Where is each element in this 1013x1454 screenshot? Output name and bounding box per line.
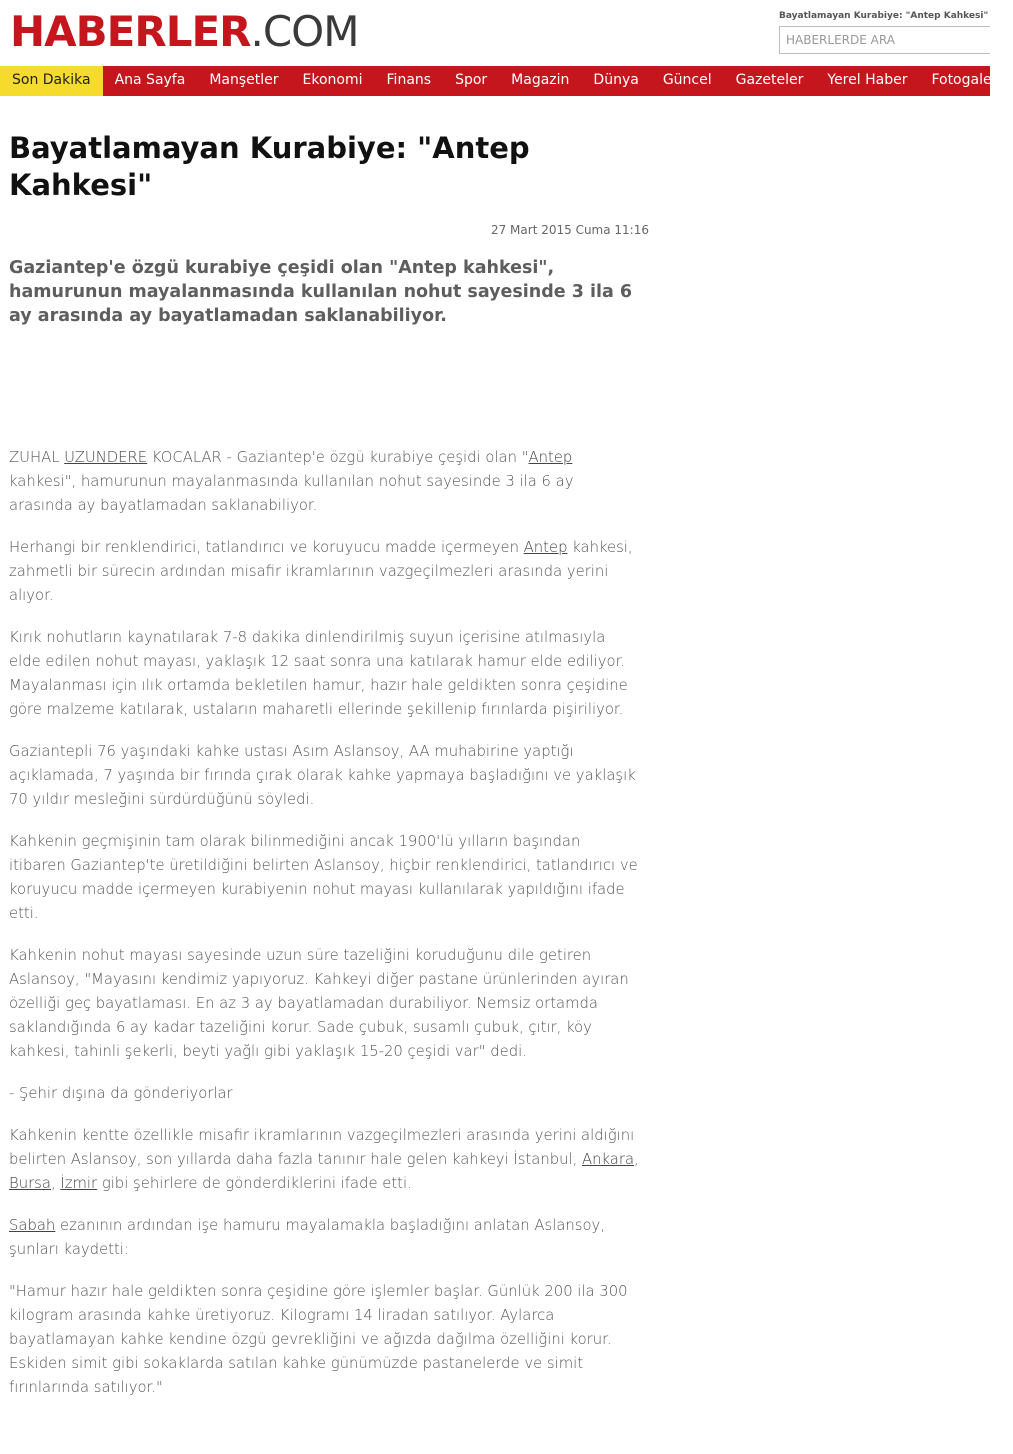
logo-tld: .COM bbox=[250, 7, 359, 56]
article-paragraph bbox=[9, 1214, 639, 1262]
article-paragraph: Gaziantepli 76 yaşındaki kahke ustası Asım Aslansoy, AA muhabirine yaptığı açıklamada, 7 yaşında bir fırında çırak olarak kahke yapmaya başladığını ve yaklaşık 70 yıldır mesleğini sürdürdüğünü söyledi. bbox=[9, 743, 636, 808]
nav-item-gazeteler[interactable]: Gazeteler bbox=[735, 72, 804, 88]
article-body bbox=[9, 446, 639, 1418]
nav-item-dunya[interactable]: Dünya bbox=[593, 72, 639, 88]
text-segment: kahkesi", hamurunun mayalanmasında kullanılan nohut sayesinde 3 ila 6 ay arasında ay bayatlamadan saklanabiliyor. bbox=[9, 473, 574, 514]
nav-item-finans[interactable]: Finans bbox=[386, 72, 432, 88]
site-logo[interactable] bbox=[10, 7, 359, 56]
nav-item-ana-sayfa[interactable]: Ana Sayfa bbox=[114, 72, 186, 88]
nav-item-guncel[interactable]: Güncel bbox=[662, 72, 712, 88]
tag-link-uzundere[interactable]: UZUNDERE bbox=[64, 449, 148, 466]
nav-item-spor[interactable]: Spor bbox=[455, 72, 488, 88]
article-date: 27 Mart 2015 Cuma 11:16 bbox=[490, 223, 649, 237]
search-input[interactable] bbox=[779, 26, 990, 54]
tag-link-sabah[interactable]: Sabah bbox=[9, 1217, 56, 1234]
breadcrumb: Bayatlamayan Kurabiye: "Antep Kahkesi" bbox=[779, 11, 989, 21]
article-paragraph bbox=[9, 536, 639, 608]
nav-item-magazin[interactable]: Magazin bbox=[511, 72, 570, 88]
text-segment: kahkesi, zahmetli bir sürecin ardından misafir ikramlarının vazgeçilmezleri arasında yerini alıyor. bbox=[9, 539, 633, 604]
text-segment: KOCALAR - Gaziantep'e özgü kurabiye çeşidi olan " bbox=[147, 449, 529, 466]
article-paragraph: Kahkenin nohut mayası sayesinde uzun süre tazeliğini koruduğunu dile getiren Aslansoy, "Mayasını kendimiz yapıyoruz. Kahkeyi diğer pastane ürünlerinden ayıran özelliği geç bayatlaması. En az 3 ay bayatlamadan durabiliyor. Nemsiz ortamda saklandığında 6 ay kadar tazeliğini korur. Sade çubuk, susamlı çubuk, çıtır, köy kahkesi, tahinli şekerli, beyti yağlı gibi yaklaşık 15-20 çeşidi var" dedi. bbox=[9, 947, 629, 1060]
text-segment: ezanının ardından işe hamuru mayalamakla başladığını anlatan Aslansoy, şunları kaydetti: bbox=[9, 1217, 605, 1258]
main-nav bbox=[0, 66, 1002, 96]
tag-link-izmir[interactable]: İzmir bbox=[60, 1175, 98, 1192]
nav-item-yerel-haber[interactable]: Yerel Haber bbox=[827, 72, 908, 88]
text-segment: gibi şehirlere de gönderdiklerini ifade etti. bbox=[97, 1175, 412, 1192]
article-paragraph: Kahkenin geçmişinin tam olarak bilinmediğini ancak 1900'lü yılların başından itibaren Gaziantep'te üretildiğini belirten Aslansoy, hiçbir renklendirici, tatlandırıcı ve koruyucu madde içermeyen kurabiyenin nohut mayası kullanılarak yapıldığını ifade etti. bbox=[9, 833, 638, 922]
article-paragraph: "Hamur hazır hale geldikten sonra çeşidine göre işlemler başlar. Günlük 200 ila 300 kilogram arasında kahke üretiyoruz. Kilogramı 14 liradan satılıyor. Aylarca bayatlamayan kahke kendine özgü gevrekliğini ve ağızda dağılma özelliğini korur. Eskiden simit gibi sokaklarda satılan kahke günümüzde pastanelerde ve simit fırınlarında satılıyor." bbox=[9, 1283, 628, 1396]
logo-brand: HABERLER bbox=[10, 7, 251, 56]
tag-link-antep[interactable]: Antep bbox=[523, 539, 568, 556]
text-segment: , bbox=[634, 1151, 639, 1168]
text-segment: Herhangi bir renklendirici, tatlandırıcı ve koruyucu madde içermeyen bbox=[9, 539, 524, 556]
article-paragraph bbox=[9, 1124, 639, 1196]
text-segment: , bbox=[50, 1175, 61, 1192]
tag-link-bursa[interactable]: Bursa bbox=[9, 1175, 51, 1192]
article-subheading: - Şehir dışına da gönderiyorlar bbox=[9, 1085, 233, 1102]
article-title: Bayatlamayan Kurabiye: "Antep Kahkesi" bbox=[9, 131, 530, 202]
nav-item-ekonomi[interactable]: Ekonomi bbox=[302, 72, 363, 88]
nav-item-son-dakika[interactable]: Son Dakika bbox=[0, 66, 103, 96]
tag-link-antep[interactable]: Antep bbox=[528, 449, 573, 466]
text-segment: ZUHAL bbox=[9, 449, 65, 466]
article-paragraph bbox=[9, 446, 639, 518]
text-segment: Kahkenin kentte özellikle misafir ikramlarının vazgeçilmezleri arasında yerini aldığını belirten Aslansoy, son yıllarda daha fazla tanınır hale gelen kahkeyi İstanbul, bbox=[9, 1127, 635, 1168]
nav-item-mansetler[interactable]: Manşetler bbox=[209, 72, 279, 88]
article-lead: Gaziantep'e özgü kurabiye çeşidi olan "Antep kahkesi", hamurunun mayalanmasında kullanılan nohut sayesinde 3 ila 6 ay arasında ay bayatlamadan saklanabiliyor. bbox=[9, 258, 633, 326]
site-header bbox=[0, 0, 990, 66]
nav-item-fotogaleri[interactable]: Fotogaleri bbox=[931, 72, 1002, 88]
tag-link-ankara[interactable]: Ankara bbox=[581, 1151, 635, 1168]
article-paragraph: Kırık nohutların kaynatılarak 7-8 dakika dinlendirilmiş suyun içerisine atılmasıyla elde edilen nohut mayası, yaklaşık 12 saat sonra una katılarak hamur elde ediliyor. Mayalanması için ılık ortamda bekletilen hamur, hazır hale geldikten sonra çeşidine göre malzeme katılarak, ustaların maharetli ellerinde şekillenip fırınlarda pişiriliyor. bbox=[9, 629, 628, 718]
